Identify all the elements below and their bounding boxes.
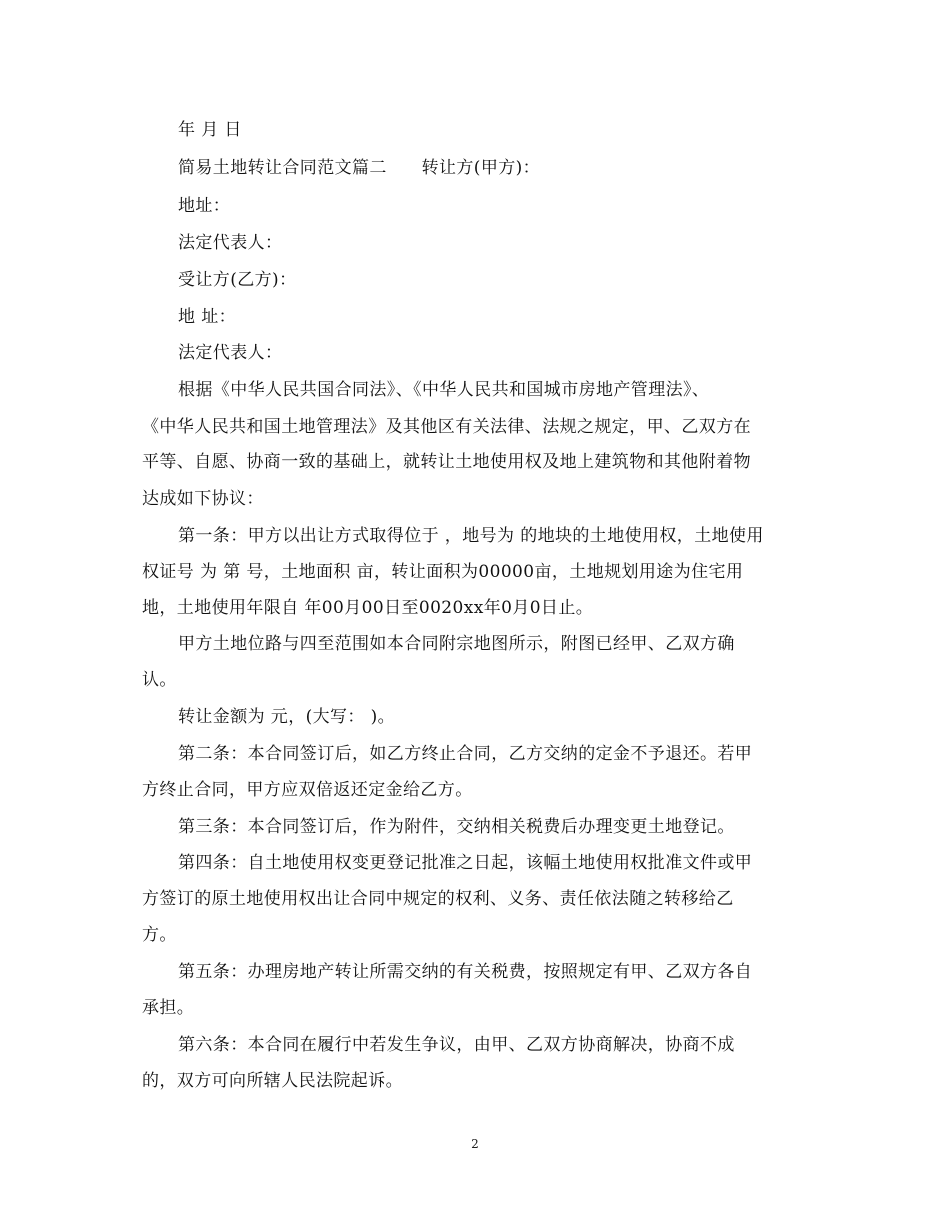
transfer-amount-line: 转让金额为 元，(大写： )。 [178, 707, 396, 727]
article-1-line-3: 地，土地使用年限自 年00月00日至0020xx年0月0日止。 [142, 598, 594, 618]
article-4-line-1: 第四条：自土地使用权变更登记批准之日起，该幅土地使用权批准文件或甲 [178, 853, 753, 873]
article-4-line-3: 方。 [142, 925, 177, 945]
boundary-line-1: 甲方土地位路与四至范围如本合同附宗地图所示，附图已经甲、乙双方确 [178, 634, 735, 654]
article-5-line-1: 第五条：办理房地产转让所需交纳的有关税费，按照规定有甲、乙双方各自 [178, 962, 753, 982]
contract-title-line: 简易土地转让合同范文篇二 转让方(甲方)： [178, 158, 541, 178]
date-line: 年 月 日 [178, 120, 242, 140]
preamble-line-1: 根据《中华人民共国合同法》、《中华人民共和国城市房地产管理法》、 [178, 380, 710, 400]
article-6-line-2: 的，双方可向所辖人民法院起诉。 [142, 1071, 403, 1091]
article-1-line-2: 权证号 为 第 号，土地面积 亩，转让面积为00000亩，土地规划用途为住宅用 [142, 562, 744, 582]
article-2-line-2: 方终止合同，甲方应双倍返还定金给乙方。 [142, 780, 473, 800]
party-a-address: 地址： [178, 196, 231, 216]
article-4-line-2: 方签订的原土地使用权出让合同中规定的权利、义务、责任依法随之转移给乙 [142, 889, 734, 909]
preamble-line-2: 《中华人民共和国土地管理法》及其他区有关法律、法规之规定，甲、乙双方在 [142, 417, 751, 437]
article-2-line-1: 第二条：本合同签订后，如乙方终止合同，乙方交纳的定金不予退还。若甲 [178, 744, 753, 764]
article-3-line: 第三条：本合同签订后，作为附件，交纳相关税费后办理变更土地登记。 [178, 817, 735, 837]
party-a-representative: 法定代表人： [178, 233, 283, 253]
article-6-line-1: 第六条：本合同在履行中若发生争议，由甲、乙双方协商解决，协商不成 [178, 1035, 735, 1055]
party-b-address: 地 址： [178, 307, 237, 327]
article-5-line-2: 承担。 [142, 998, 195, 1018]
preamble-line-3: 平等、自愿、协商一致的基础上，就转让土地使用权及地上建筑物和其他附着物 [142, 452, 751, 472]
article-1-line-1: 第一条：甲方以出让方式取得位于 ，地号为 的地块的土地使用权，土地使用 [178, 526, 764, 546]
preamble-line-4: 达成如下协议： [142, 489, 264, 509]
boundary-line-2: 认。 [142, 670, 177, 690]
party-b-label: 受让方(乙方)： [178, 270, 297, 290]
page-number: 2 [471, 1137, 479, 1151]
party-b-representative: 法定代表人： [178, 343, 283, 363]
